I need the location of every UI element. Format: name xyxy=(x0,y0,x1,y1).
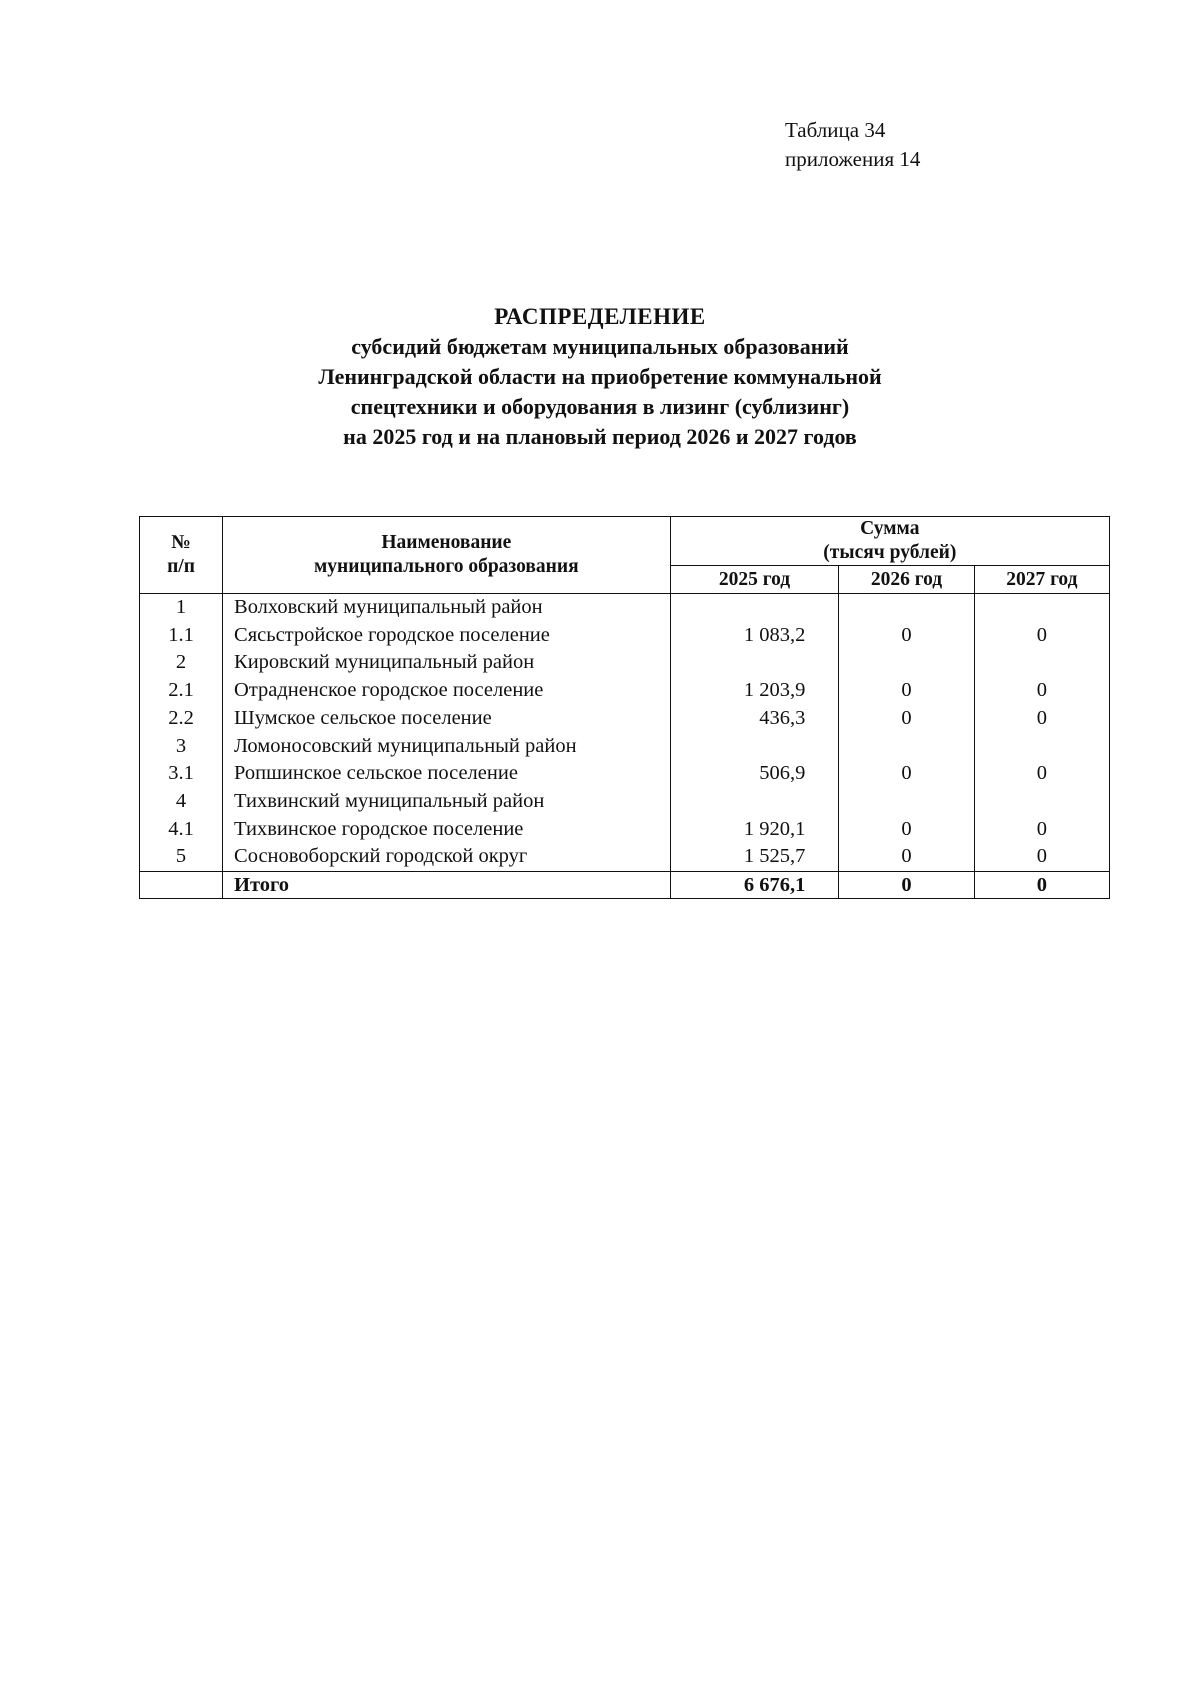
row-num: 4.1 xyxy=(140,816,223,844)
row-value-2027 xyxy=(974,594,1109,622)
header-sum-line2: (тысяч рублей) xyxy=(823,542,957,563)
row-value-2026 xyxy=(839,594,974,622)
row-num: 2.2 xyxy=(140,705,223,733)
row-value-2026 xyxy=(839,733,974,761)
row-value-2027 xyxy=(974,649,1109,677)
title-line-3: Ленинградской области на приобретение коммунальной xyxy=(318,364,882,389)
row-value-2025 xyxy=(670,733,839,761)
table-row xyxy=(140,816,1110,844)
row-value-2026: 0 xyxy=(839,677,974,705)
row-value-2025: 436,3 xyxy=(670,705,839,733)
row-num: 3.1 xyxy=(140,760,223,788)
row-value-2027: 0 xyxy=(974,677,1109,705)
row-num: 2.1 xyxy=(140,677,223,705)
row-value-2027: 0 xyxy=(974,622,1109,650)
row-value-2026: 0 xyxy=(839,760,974,788)
row-value-2025: 1 525,7 xyxy=(670,843,839,871)
row-name: Кировский муниципальный район xyxy=(223,649,671,677)
row-value-2027: 0 xyxy=(974,705,1109,733)
table-row xyxy=(140,760,1110,788)
table-row xyxy=(140,705,1110,733)
row-num: 5 xyxy=(140,843,223,871)
row-value-2026 xyxy=(839,649,974,677)
title-line-4: спецтехники и оборудования в лизинг (сублизинг) xyxy=(350,394,850,419)
row-name: Тихвинский муниципальный район xyxy=(223,788,671,816)
header-year-2026: 2026 год xyxy=(839,566,974,594)
row-name: Тихвинское городское поселение xyxy=(223,816,671,844)
row-value-2026: 0 xyxy=(839,622,974,650)
row-name: Отрадненское городское поселение xyxy=(223,677,671,705)
header-name-line2: муниципального образования xyxy=(313,556,579,577)
row-value-2025 xyxy=(670,649,839,677)
table-row xyxy=(140,677,1110,705)
row-name: Сясьстройское городское поселение xyxy=(223,622,671,650)
header-year-2027: 2027 год xyxy=(974,566,1109,594)
total-value-2025: 6 676,1 xyxy=(670,872,839,899)
row-value-2025: 506,9 xyxy=(670,760,839,788)
row-value-2027 xyxy=(974,733,1109,761)
table-reference xyxy=(785,116,920,174)
table-row xyxy=(140,733,1110,761)
title-line-1: РАСПРЕДЕЛЕНИЕ xyxy=(494,304,706,329)
appendix-reference: приложения 14 xyxy=(785,147,921,171)
row-name: Ропшинское сельское поселение xyxy=(223,760,671,788)
row-name: Сосновоборский городской округ xyxy=(223,843,671,871)
row-value-2027: 0 xyxy=(974,843,1109,871)
table-row xyxy=(140,594,1110,622)
row-num: 3 xyxy=(140,733,223,761)
header-num-line2: п/п xyxy=(167,556,195,577)
row-value-2026: 0 xyxy=(839,843,974,871)
header-sum xyxy=(670,517,1109,566)
row-value-2026: 0 xyxy=(839,705,974,733)
row-name: Ломоносовский муниципальный район xyxy=(223,733,671,761)
row-num: 2 xyxy=(140,649,223,677)
row-num: 4 xyxy=(140,788,223,816)
row-num: 1.1 xyxy=(140,622,223,650)
header-num-line1: № xyxy=(171,532,191,553)
title-line-2: субсидий бюджетам муниципальных образований xyxy=(351,334,849,359)
table-row xyxy=(140,843,1110,871)
header-name xyxy=(223,517,671,594)
total-value-2026: 0 xyxy=(839,872,974,899)
row-value-2027: 0 xyxy=(974,816,1109,844)
total-num xyxy=(140,872,223,899)
table-row xyxy=(140,649,1110,677)
table-number: Таблица 34 xyxy=(785,118,886,142)
total-value-2027: 0 xyxy=(974,872,1109,899)
row-value-2026 xyxy=(839,788,974,816)
header-sum-line1: Сумма xyxy=(860,518,920,539)
document-title xyxy=(150,302,1050,452)
title-line-5: на 2025 год и на плановый период 2026 и 2027 годов xyxy=(343,424,857,449)
row-name: Шумское сельское поселение xyxy=(223,705,671,733)
header-year-2025: 2025 год xyxy=(670,566,839,594)
row-value-2025: 1 920,1 xyxy=(670,816,839,844)
row-value-2026: 0 xyxy=(839,816,974,844)
row-value-2027 xyxy=(974,788,1109,816)
row-num: 1 xyxy=(140,594,223,622)
row-value-2025: 1 203,9 xyxy=(670,677,839,705)
header-num xyxy=(140,517,223,594)
total-row xyxy=(140,872,1110,899)
table-row xyxy=(140,788,1110,816)
row-value-2027: 0 xyxy=(974,760,1109,788)
row-value-2025 xyxy=(670,594,839,622)
distribution-table xyxy=(139,516,1110,899)
row-value-2025 xyxy=(670,788,839,816)
total-label: Итого xyxy=(223,872,671,899)
row-value-2025: 1 083,2 xyxy=(670,622,839,650)
header-name-line1: Наименование xyxy=(381,532,512,553)
row-name: Волховский муниципальный район xyxy=(223,594,671,622)
table-row xyxy=(140,622,1110,650)
